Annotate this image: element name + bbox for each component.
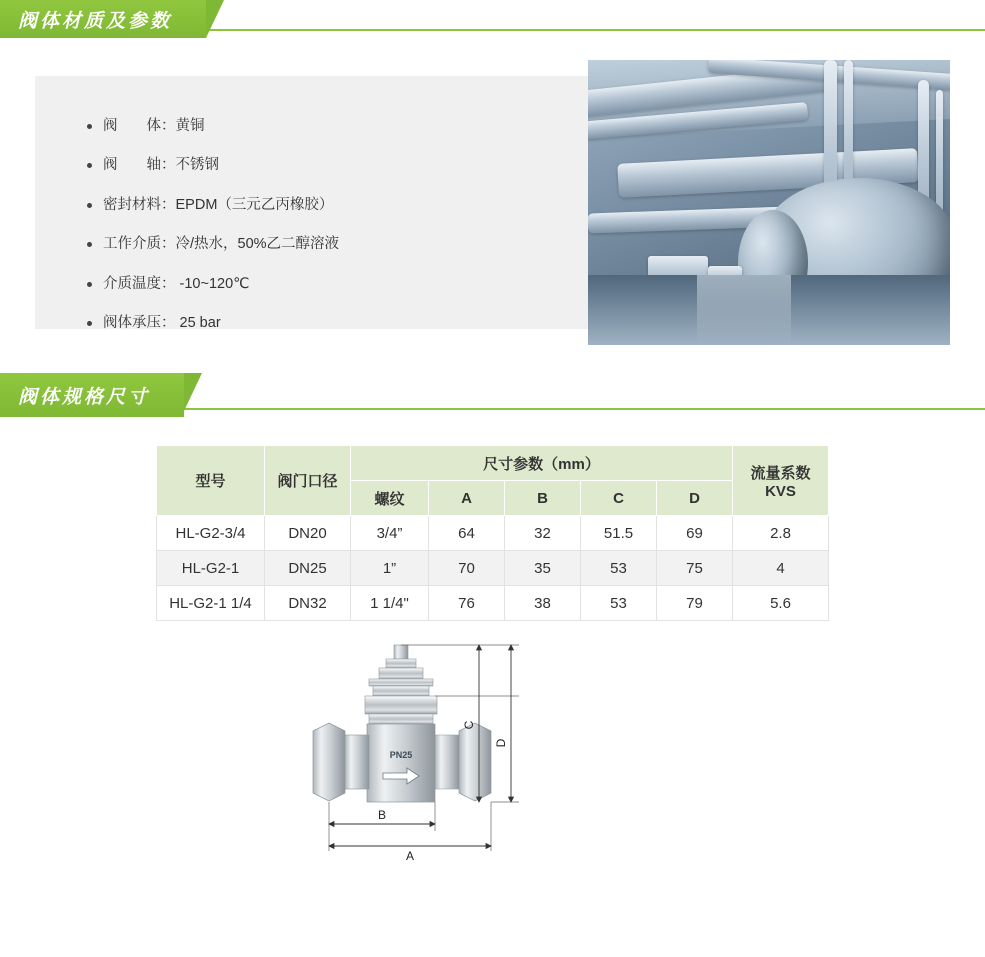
th-model: 型号 <box>157 446 265 516</box>
cell-thread: 3/4” <box>351 516 429 551</box>
cell-a: 76 <box>429 586 505 621</box>
table-head <box>157 446 829 516</box>
table-row <box>157 586 829 621</box>
industrial-pipes-photo <box>588 60 950 345</box>
cell-model: HL-G2-3/4 <box>157 516 265 551</box>
section-title-material: 阀体材质及参数 <box>0 0 206 38</box>
table-body <box>157 516 829 621</box>
cell-model: HL-G2-1 <box>157 551 265 586</box>
th-thread: 螺纹 <box>351 481 429 516</box>
cell-c: 51.5 <box>581 516 657 551</box>
section-header-dimension <box>0 373 985 417</box>
table-row <box>157 516 829 551</box>
cell-kvs: 2.8 <box>733 516 829 551</box>
list-item: 密封材料：EPDM（三元乙丙橡胶） <box>87 197 588 214</box>
table-header-row-1 <box>157 446 829 481</box>
section-rule-material <box>206 0 985 38</box>
th-kvs <box>733 446 829 516</box>
valve-drawing-wrapper <box>0 639 985 904</box>
table-row <box>157 551 829 586</box>
th-a: A <box>429 481 505 516</box>
list-item: 工作介质：冷/热水，50%乙二醇溶液 <box>87 236 588 253</box>
valve-dimension-drawing <box>283 639 703 904</box>
list-item: 阀体承压： 25 bar <box>87 315 588 332</box>
spec-table-wrapper <box>0 445 985 621</box>
list-item: 阀 体：黄铜 <box>87 118 588 135</box>
cell-caliber: DN25 <box>265 551 351 586</box>
cell-c: 53 <box>581 551 657 586</box>
material-parameter-list <box>35 76 588 329</box>
th-d: D <box>657 481 733 516</box>
dim-label-c: C <box>461 720 476 730</box>
cell-caliber: DN32 <box>265 586 351 621</box>
cell-model: HL-G2-1 1/4 <box>157 586 265 621</box>
cell-kvs: 4 <box>733 551 829 586</box>
section-title-dimension: 阀体规格尺寸 <box>0 373 184 417</box>
cell-b: 32 <box>505 516 581 551</box>
list-item: 阀 轴：不锈钢 <box>87 157 588 174</box>
cell-thread: 1 1/4" <box>351 586 429 621</box>
th-caliber: 阀门口径 <box>265 446 351 516</box>
section-header-material <box>0 0 985 38</box>
dim-label-a: A <box>405 849 414 863</box>
cell-kvs: 5.6 <box>733 586 829 621</box>
section-rule-dimension <box>184 373 985 417</box>
cell-a: 70 <box>429 551 505 586</box>
cell-c: 53 <box>581 586 657 621</box>
th-c: C <box>581 481 657 516</box>
cell-caliber: DN20 <box>265 516 351 551</box>
cell-d: 75 <box>657 551 733 586</box>
list-item: 介质温度： -10~120℃ <box>87 276 588 293</box>
valve-pn-label: PN25 <box>389 750 412 760</box>
th-dims-group: 尺寸参数（mm） <box>351 446 733 481</box>
th-kvs-line2: KVS <box>765 482 796 500</box>
material-block <box>35 60 950 345</box>
dim-label-b: B <box>377 808 386 822</box>
cell-thread: 1” <box>351 551 429 586</box>
cell-a: 64 <box>429 516 505 551</box>
cell-b: 35 <box>505 551 581 586</box>
th-b: B <box>505 481 581 516</box>
th-kvs-line1: 流量系数 <box>750 464 811 482</box>
cell-b: 38 <box>505 586 581 621</box>
cell-d: 79 <box>657 586 733 621</box>
spec-table <box>156 445 829 621</box>
cell-d: 69 <box>657 516 733 551</box>
dim-label-d: D <box>493 738 508 748</box>
